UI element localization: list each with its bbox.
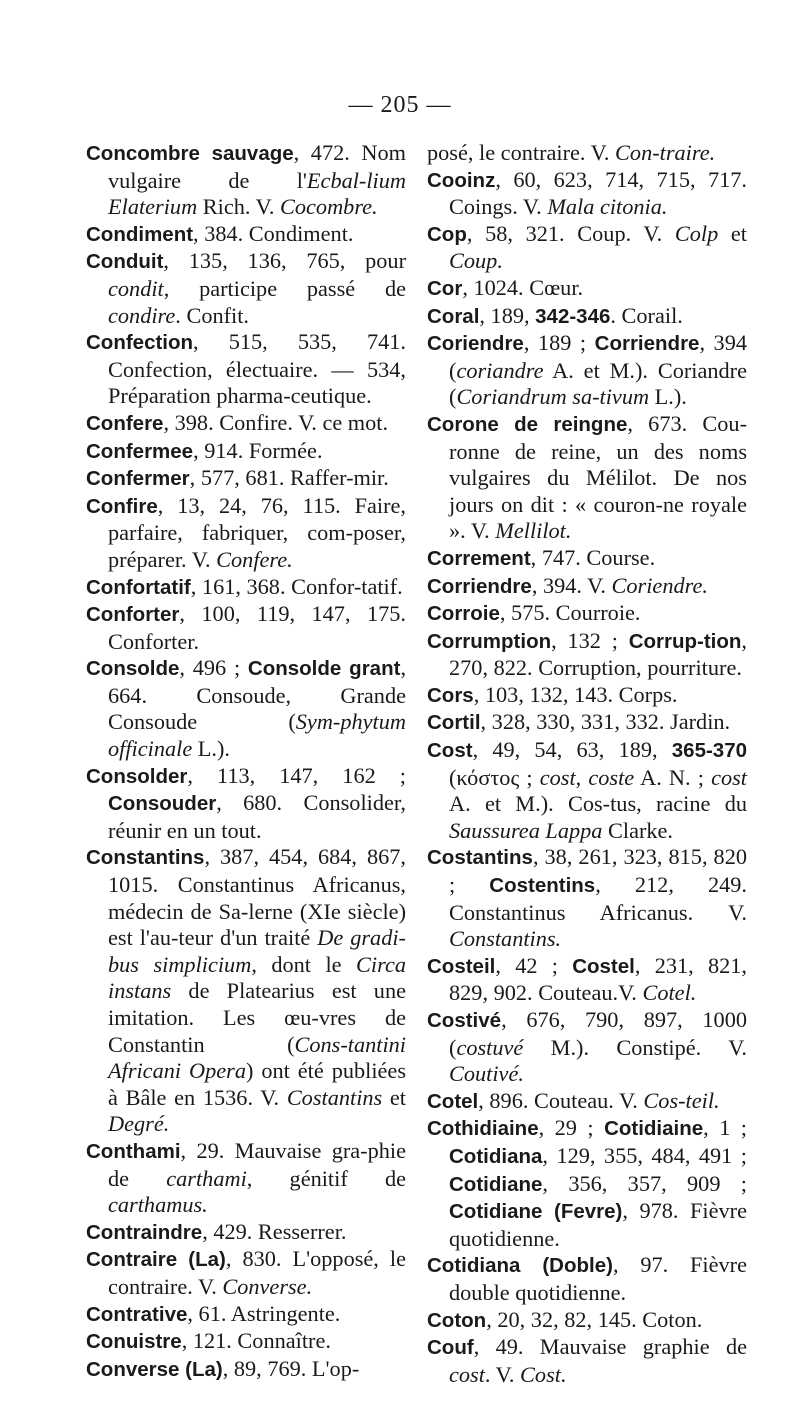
entry-italic-text: Cost.	[520, 1361, 567, 1387]
entry-headword: Corrup-tion	[628, 629, 742, 653]
entry-text: , 429. Resserrer.	[202, 1218, 347, 1244]
entry-text: posé, le contraire. V.	[427, 140, 616, 165]
entry-text: ,	[575, 764, 589, 790]
entry-text: , 161, 368. Confor-tatif.	[190, 573, 403, 599]
dictionary-entry	[427, 628, 747, 682]
dictionary-entry	[427, 411, 747, 545]
entry-headword: Consolde grant	[247, 657, 401, 681]
entry-italic-text: Converse.	[222, 1273, 313, 1299]
entry-italic-text: Cocombre.	[280, 194, 378, 220]
entry-headword: Conduit	[86, 250, 164, 274]
entry-headword: Cotidiaine	[604, 1117, 704, 1141]
entry-text: . Corail.	[610, 302, 683, 328]
dictionary-entry	[427, 1007, 747, 1088]
dictionary-entry	[427, 709, 747, 737]
entry-headword: Consolde	[86, 657, 180, 681]
entry-headword: Cotidiane	[449, 1172, 543, 1196]
entry-text: , 387, 454, 684, 867, 1015. Constantinus Africanus, médecin de Sa-lerne (XIe siècle) est l'au-teur d'un traité	[108, 844, 406, 951]
dictionary-entry	[86, 410, 406, 438]
entry-headword: Confermee	[86, 439, 194, 463]
entry-italic-text: coste	[588, 764, 635, 790]
entry-text: , 97. Fièvre double quotidienne.	[449, 1252, 747, 1305]
entry-headword: Cotidiane (Fevre)	[449, 1200, 623, 1224]
entry-italic-text: cost	[711, 764, 747, 790]
entry-text: , 231, 821, 829, 902. Couteau.V.	[449, 952, 747, 1006]
entry-headword: Corroie	[427, 602, 500, 626]
entry-text: , 38, 261, 323, 815, 820 ;	[449, 844, 747, 898]
entry-text: , 747. Course.	[530, 544, 656, 570]
entry-headword: Cop	[427, 222, 467, 246]
entry-italic-text: Coup.	[449, 248, 503, 274]
entry-text: L.).	[649, 384, 687, 410]
entry-text: , 189 ;	[523, 330, 595, 356]
dictionary-entry	[86, 763, 406, 845]
entry-text: , 398. Confire. V. ce mot.	[163, 409, 389, 435]
dictionary-entry	[86, 329, 406, 410]
dictionary-entry	[86, 221, 406, 249]
entry-text: , 356, 357, 909 ;	[542, 1170, 747, 1196]
entry-italic-text: Colp	[674, 220, 719, 246]
entry-text: , 20, 32, 82, 145. Coton.	[486, 1306, 703, 1332]
entry-headword: Corone de reingne	[427, 412, 628, 436]
entry-headword: Costantins	[427, 846, 533, 870]
entry-headword: Cooinz	[427, 168, 496, 192]
entry-headword: Cotidiana	[449, 1144, 543, 1168]
entry-italic-text: Coutivé.	[449, 1061, 524, 1087]
dictionary-entry	[427, 303, 747, 331]
entry-text: , 13, 24, 76, 115. Faire, parfaire, fabriquer, com-poser, préparer. V.	[108, 492, 406, 572]
dictionary-entry	[427, 1334, 747, 1388]
entry-italic-text: Coriandrum sa-tivum	[456, 384, 650, 410]
dictionary-entry	[427, 1252, 747, 1306]
entry-text: , 89, 769. L'op-	[222, 1355, 360, 1381]
dictionary-entry	[427, 1307, 747, 1335]
entry-headword: Conforter	[86, 603, 180, 627]
dictionary-entry	[427, 221, 747, 275]
entry-italic-text: Coriendre.	[611, 572, 708, 598]
entry-italic-text: Confere.	[216, 546, 293, 572]
dictionary-entry	[427, 600, 747, 628]
dictionary-entry	[427, 140, 747, 167]
entry-headword: Costel	[572, 954, 635, 978]
entry-text: , 896. Couteau. V.	[478, 1087, 644, 1113]
entry-text: , génitif de	[246, 1165, 406, 1191]
entry-text: , 121. Connaître.	[181, 1328, 331, 1354]
dictionary-entry	[86, 493, 406, 574]
entry-italic-text: coriandre	[456, 357, 544, 383]
entry-text: , 113, 147, 162 ;	[187, 762, 406, 788]
entry-italic-text: costuvé	[456, 1034, 524, 1060]
entry-text: , 496 ;	[179, 655, 248, 681]
entry-headword: Condiment	[86, 222, 194, 246]
entry-headword: Cotel	[427, 1089, 479, 1113]
entry-text: , 103, 132, 143. Corps.	[473, 681, 678, 707]
entry-text: , 515, 535, 741. Confection, électuaire. — 534, Préparation pharma-ceutique.	[108, 329, 406, 409]
entry-text: , 270, 822. Corruption, pourriture.	[449, 627, 747, 681]
entry-headword: Cor	[427, 276, 463, 300]
entry-text: A. et M.). Coriandre (	[449, 357, 747, 410]
entry-text: A. N. ;	[634, 764, 712, 790]
entry-italic-text: Mala citonia.	[547, 194, 668, 220]
entry-headword: Corriendre	[594, 332, 700, 356]
dictionary-entry	[427, 953, 747, 1007]
dictionary-entry	[427, 1088, 747, 1116]
entry-headword: Cors	[427, 683, 474, 707]
entry-text: , 49. Mauvaise graphie de	[473, 1334, 747, 1360]
dictionary-entry	[86, 1138, 406, 1219]
entry-text: , 394 (	[449, 330, 748, 383]
entry-italic-text: Costantins	[286, 1084, 383, 1110]
entry-text: A. et M.). Cos-tus, racine du	[449, 791, 747, 817]
entry-text: , 577, 681. Raffer-mir.	[189, 465, 389, 491]
dictionary-entry	[86, 574, 406, 602]
entry-text: Clarke.	[602, 817, 674, 843]
entry-italic-text: condire	[108, 302, 176, 328]
entry-headword: Correment	[427, 546, 531, 570]
entry-italic-text: Cons-tantini Africani Opera	[108, 1031, 406, 1084]
dictionary-entry	[427, 1115, 747, 1252]
entry-text: M.). Constipé. V.	[523, 1034, 747, 1060]
entry-text: , 673. Cou-ronne de reine, un des noms vulgaires du Mélilot. De nos jours on dit : « couron-ne royale ». V.	[449, 410, 747, 544]
entry-headword: Corriendre	[427, 574, 532, 598]
entry-headword: Costentins	[489, 874, 596, 898]
entry-text: , 575. Courroie.	[499, 600, 641, 626]
entry-text: , 135, 136, 765, pour	[163, 248, 406, 274]
entry-headword: Concombre sauvage	[86, 142, 294, 165]
dictionary-entry	[86, 1356, 406, 1384]
dictionary-entry	[427, 545, 747, 573]
entry-headword: Confection	[86, 331, 194, 355]
entry-text: , 61. Astringente.	[187, 1300, 341, 1326]
entry-text: . V.	[484, 1361, 521, 1387]
entry-text: ) ont été publiées à Bâle en 1536. V.	[108, 1058, 406, 1110]
entry-text: , 1 ;	[703, 1115, 747, 1141]
entry-italic-text: Con-traire.	[615, 140, 716, 165]
entry-text: , dont le	[251, 951, 357, 977]
entry-text: , 1024. Cœur.	[462, 274, 584, 300]
entry-italic-text: Saussurea Lappa	[449, 817, 603, 843]
entry-text: , 189,	[479, 302, 536, 328]
entry-headword: Confermer	[86, 467, 190, 491]
page-number: — 205 —	[348, 92, 452, 118]
entry-headword: Consouder	[108, 792, 217, 816]
entry-text: , 29. Mauvaise gra-phie de	[108, 1137, 406, 1191]
entry-text: , 384. Condiment.	[193, 220, 354, 246]
entry-italic-text: carthami	[166, 1165, 247, 1191]
entry-italic-text: Circa instans	[108, 951, 407, 1004]
dictionary-entry	[86, 248, 406, 329]
entry-text: , 132 ;	[551, 627, 629, 653]
entry-text: , 328, 330, 331, 332. Jardin.	[480, 709, 731, 735]
entry-headword: 365-370	[671, 739, 747, 763]
dictionary-entry	[86, 438, 406, 466]
dictionary-entry	[427, 737, 747, 844]
entry-text: , 60, 623, 714, 715, 717. Coings. V.	[449, 166, 747, 220]
entry-text: , participe passé de	[163, 275, 406, 301]
dictionary-entry	[86, 1301, 406, 1329]
entry-text: , 472. Nom vulgaire de l'	[108, 140, 406, 193]
dictionary-entry	[427, 275, 747, 303]
dictionary-entry	[86, 655, 406, 762]
dictionary-entry	[86, 601, 406, 655]
entry-headword: Cothidiaine	[427, 1117, 539, 1141]
entry-text: , 100, 119, 147, 175. Conforter.	[108, 601, 406, 654]
dictionary-entry	[86, 465, 406, 493]
entry-text: , 42 ;	[495, 952, 573, 978]
entry-text: . Confit.	[175, 302, 250, 328]
entry-headword: Conuistre	[86, 1330, 182, 1354]
dictionary-entry	[427, 330, 747, 411]
dictionary-entry	[427, 573, 747, 601]
dictionary-entry	[86, 1328, 406, 1356]
entry-italic-text: cost	[539, 764, 576, 790]
entry-headword: 342-346	[535, 304, 611, 328]
entry-italic-text: condit	[108, 275, 164, 301]
entry-headword: Cost	[427, 739, 473, 763]
entry-text: , 49, 54, 63, 189,	[472, 737, 672, 763]
entry-italic-text: Ecbal-lium Elaterium	[108, 167, 406, 220]
entry-headword: Constantins	[86, 846, 205, 870]
entry-text: , 664. Consoude, Grande Consoude (	[108, 655, 407, 735]
dictionary-entry	[86, 844, 406, 1138]
entry-text: Rich. V.	[197, 194, 280, 220]
dictionary-entry	[427, 682, 747, 710]
entry-italic-text: cost	[449, 1361, 485, 1387]
entry-text: , 58, 321. Coup. V.	[466, 220, 675, 246]
entry-italic-text: Sym-phytum officinale	[108, 709, 406, 762]
entry-text: , 29 ;	[538, 1115, 605, 1141]
entry-headword: Costeil	[427, 954, 496, 978]
entry-headword: Contraire (La)	[86, 1248, 226, 1272]
entry-headword: Confere	[86, 411, 164, 435]
entry-text: , 394. V.	[531, 572, 612, 598]
entry-italic-text: Constantins.	[449, 926, 562, 952]
dictionary-entry	[86, 1246, 406, 1300]
entry-text: et	[718, 220, 747, 246]
entry-headword: Couf	[427, 1336, 474, 1360]
entry-text: , 129, 355, 484, 491 ;	[542, 1142, 747, 1168]
entry-text: , 830. L'opposé, le contraire. V.	[108, 1246, 406, 1299]
entry-text: L.).	[192, 736, 230, 762]
entry-headword: Converse (La)	[86, 1357, 223, 1381]
dictionary-entry	[427, 844, 747, 952]
entry-headword: Cotidiana (Doble)	[427, 1254, 613, 1278]
entry-headword: Coral	[427, 304, 480, 328]
entry-text: , 978. Fièvre quotidienne.	[449, 1198, 747, 1251]
entry-italic-text: Cotel.	[642, 980, 697, 1006]
entry-text: (κόστος ;	[449, 764, 540, 790]
entry-italic-text: Mellilot.	[495, 518, 572, 544]
entry-italic-text: Cos-teil.	[643, 1087, 720, 1113]
dictionary-entry	[86, 140, 406, 221]
entry-italic-text: Degré.	[108, 1111, 170, 1137]
entry-text: de Platearius est une imitation. Les œu-vres de Constantin (	[108, 978, 406, 1057]
entry-headword: Cortil	[427, 711, 481, 735]
entry-text: , 676, 790, 897, 1000 (	[449, 1007, 747, 1060]
entry-text: , 914. Formée.	[193, 437, 323, 463]
dictionary-entry	[427, 167, 747, 221]
dictionary-entry	[86, 1219, 406, 1247]
right-column	[427, 140, 747, 1388]
entry-headword: Confortatif	[86, 575, 191, 599]
entry-headword: Contrative	[86, 1302, 188, 1326]
left-column	[86, 140, 406, 1383]
entry-headword: Coriendre	[427, 332, 524, 356]
entry-headword: Consolder	[86, 764, 188, 788]
entry-headword: Confire	[86, 494, 158, 518]
entry-text: et	[382, 1084, 406, 1110]
entry-italic-text: carthamus.	[108, 1192, 208, 1218]
entry-headword: Costivé	[427, 1009, 502, 1032]
entry-text: , 680. Consolider, réunir en un tout.	[108, 790, 406, 843]
entry-headword: Coton	[427, 1308, 487, 1332]
entry-headword: Corrumption	[427, 629, 552, 653]
entry-headword: Conthami	[86, 1139, 181, 1163]
entry-italic-text: De gradi-bus simplicium	[108, 925, 406, 977]
entry-text: , 212, 249. Constantinus Africanus. V.	[449, 872, 747, 925]
entry-headword: Contraindre	[86, 1220, 203, 1244]
